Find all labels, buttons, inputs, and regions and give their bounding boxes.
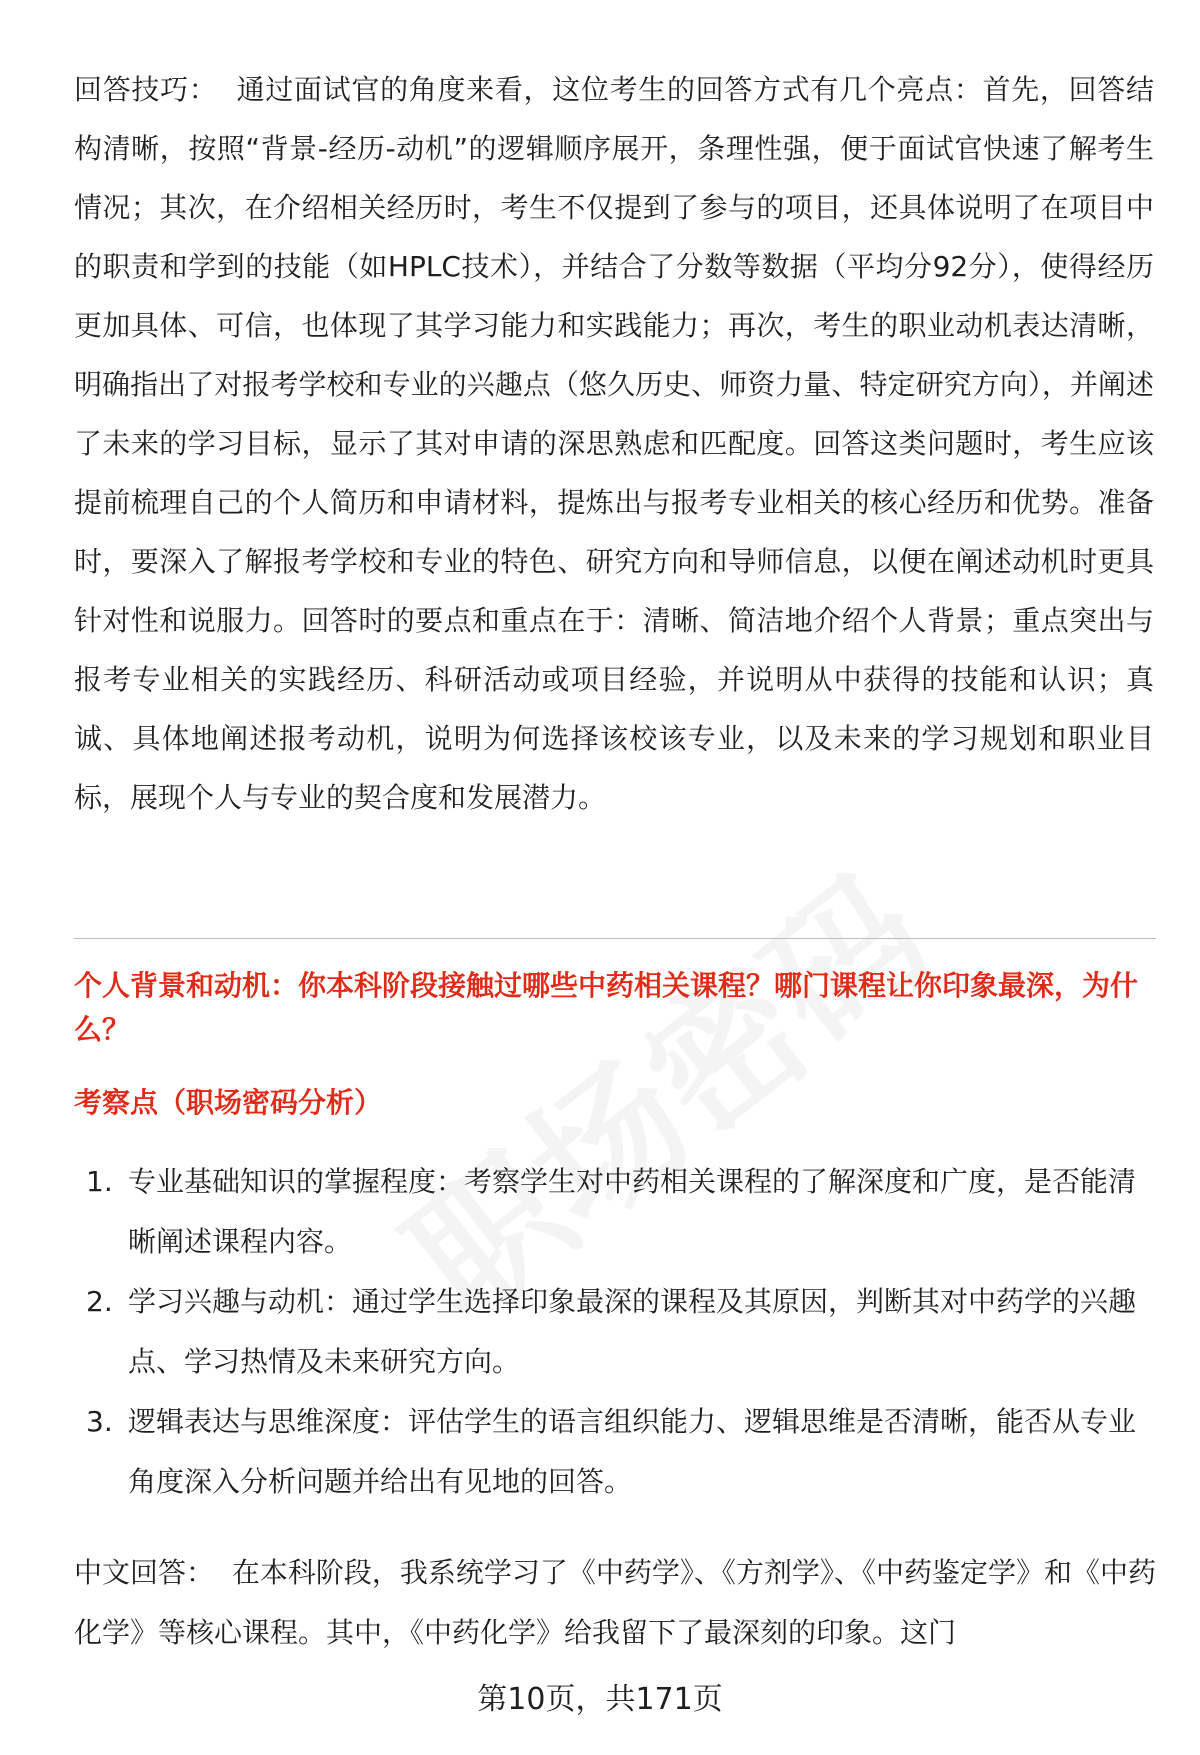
list-item [74, 1152, 1156, 1272]
answer-paragraph [74, 1543, 1156, 1663]
section-divider [74, 938, 1156, 939]
tips-paragraph [74, 60, 1154, 827]
answer-label: 中文回答： [74, 1556, 215, 1589]
list-item-number: 1. [86, 1165, 113, 1198]
list-item-number: 2. [86, 1285, 113, 1318]
list-item [74, 1392, 1156, 1512]
tips-label: 回答技巧： [74, 73, 218, 106]
section-title: 考察点（职场密码分析） [74, 1086, 383, 1119]
page-number: 第10页，共171页 [477, 1682, 723, 1717]
answer-text: 在本科阶段，我系统学习了《中药学》、《方剂学》、《中药鉴定学》和《中药化学》等核心课程。其中，《中药化学》给我留下了最深刻的印象。这门 [74, 1556, 1156, 1649]
points-list [74, 1152, 1156, 1512]
list-item [74, 1272, 1156, 1392]
question-heading: 个人背景和动机：你本科阶段接触过哪些中药相关课程？哪门课程让你印象最深，为什么？ [74, 969, 1139, 1046]
list-item-text: 专业基础知识的掌握程度：考察学生对中药相关课程的了解深度和广度，是否能清晰阐述课程内容。 [128, 1165, 1137, 1258]
tips-section [74, 60, 1154, 827]
tips-text: 通过面试官的角度来看，这位考生的回答方式有几个亮点：首先，回答结构清晰，按照“背景-经历-动机”的逻辑顺序展开，条理性强，便于面试官快速了解考生情况；其次，在介绍相关经历时，考生不仅提到了参与的项目，还具体说明了在项目中的职责和学到的技能（如HPLC技术），并结合了分数等数据（平均分92分），使得经历更加具体、可信，也体现了其学习能力和实践能力；再次，考生的职业动机表达清晰，明确指出了对报考学校和专业的兴趣点（悠久历史、师资力量、特定研究方向），并阐述了未来的学习目标，显示了其对申请的深思熟虑和匹配度。回答这类问题时，考生应该提前梳理自己的个人简历和申请材料，提炼出与报考专业相关的核心经历和优势。准备时，要深入了解报考学校和专业的特色、研究方向和导师信息，以便在阐述动机时更具针对性和说服力。回答时的要点和重点在于：清晰、简洁地介绍个人背景；重点突出与报考专业相关的实践经历、科研活动或项目经验，并说明从中获得的技能和认识；真诚、具体地阐述报考动机，说明为何选择该校该专业，以及未来的学习规划和职业目标，展现个人与专业的契合度和发展潜力。 [74, 73, 1154, 814]
list-item-text: 学习兴趣与动机：通过学生选择印象最深的课程及其原因，判断其对中药学的兴趣点、学习热情及未来研究方向。 [128, 1285, 1137, 1378]
list-item-number: 3. [86, 1405, 113, 1438]
list-item-text: 逻辑表达与思维深度：评估学生的语言组织能力、逻辑思维是否清晰，能否从专业角度深入分析问题并给出有见地的回答。 [128, 1405, 1137, 1498]
